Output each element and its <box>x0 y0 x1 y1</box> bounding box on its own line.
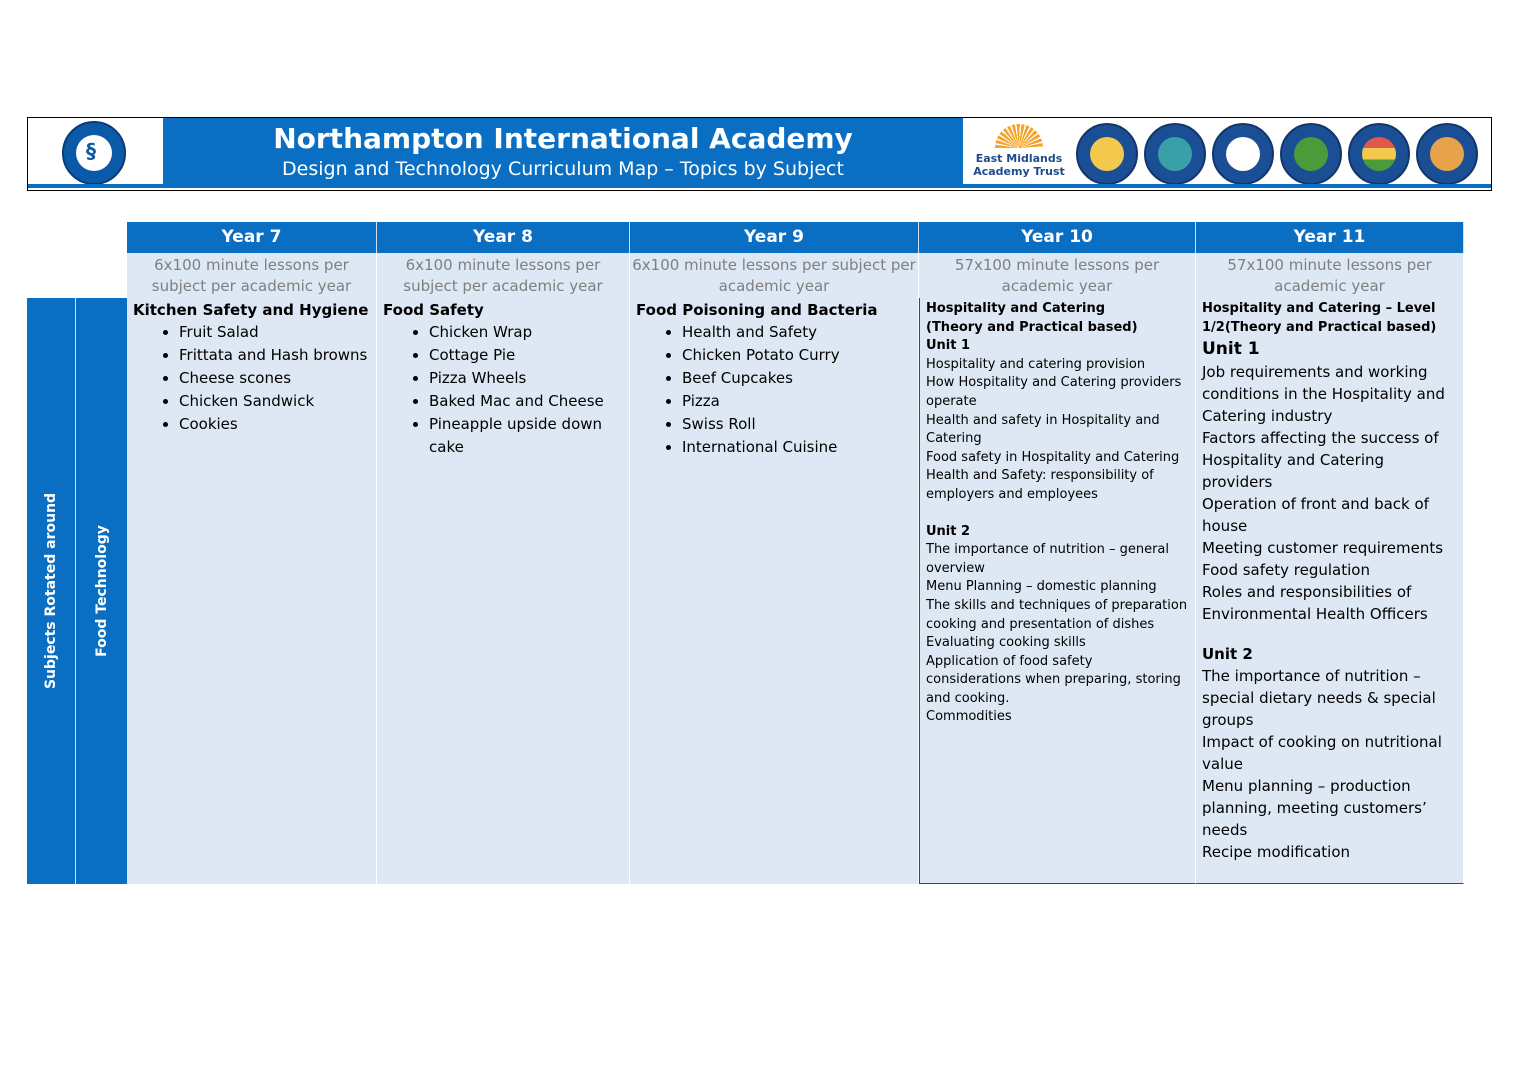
list-item: The importance of nutrition – general overview <box>926 542 1169 576</box>
list-item: Meeting customer requirements <box>1202 539 1444 558</box>
recipe-list <box>383 321 623 459</box>
stimpson-avenue-academy-badge <box>1416 123 1478 185</box>
header-banner <box>27 117 1492 191</box>
academy-logo <box>62 121 126 185</box>
year-header: Year 8 <box>377 222 630 253</box>
list-item: Roles and responsibilities of Environmental Health Officers <box>1202 583 1428 624</box>
sun-icon <box>995 124 1043 148</box>
recipe-list <box>636 321 912 459</box>
column-year-7 <box>127 222 377 884</box>
orchard-academy-badge <box>1280 123 1342 185</box>
column-year-11 <box>1196 222 1464 884</box>
lessons-info: 57x100 minute lessons per academic year <box>1196 253 1464 298</box>
lessons-info: 57x100 minute lessons per academic year <box>919 253 1196 298</box>
list-item: • Baked Mac and Cheese <box>429 390 623 413</box>
course-title: Hospitality and Catering <box>926 301 1106 316</box>
list-item: Health and safety in Hospitality and Catering <box>926 412 1160 447</box>
year-header: Year 10 <box>919 222 1196 253</box>
list-item: Impact of cooking on nutritional value <box>1202 733 1442 774</box>
topic-cell <box>1196 298 1464 884</box>
castle-academy-badge <box>1076 123 1138 185</box>
list-item: Recipe modification <box>1202 843 1351 862</box>
list-item: • Cheese scones <box>179 367 370 390</box>
list-item: The importance of nutrition – special dietary needs & special groups <box>1202 667 1436 730</box>
course-title: Hospitality and Catering – Level 1/2(Theory and Practical based) <box>1202 301 1437 335</box>
recipe-list <box>133 321 370 436</box>
list-item: Hospitality and catering provision <box>926 356 1146 372</box>
unit-heading: Unit 2 <box>1202 645 1253 664</box>
list-item: Food safety in Hospitality and Catering <box>926 449 1180 465</box>
list-item: Commodities <box>926 709 1012 725</box>
lessons-info: 6x100 minute lessons per subject per academic year <box>630 253 919 298</box>
list-item: Health and Safety: responsibility of employers and employees <box>926 468 1154 502</box>
list-item: • Health and Safety <box>682 321 912 344</box>
list-item: Operation of front and back of house <box>1202 495 1429 536</box>
unit-heading: Unit 1 <box>926 338 971 354</box>
list-item: • Pizza <box>682 390 912 413</box>
topic-cell <box>127 298 377 884</box>
list-item: • Frittata and Hash browns <box>179 344 370 367</box>
list-item: • Cookies <box>179 413 370 436</box>
hardingstone-academy-badge <box>1144 123 1206 185</box>
column-year-10 <box>919 222 1196 884</box>
column-year-8 <box>377 222 630 884</box>
topic-title: Food Safety <box>383 301 484 319</box>
unit-heading: Unit 1 <box>1202 339 1260 360</box>
list-item: • Swiss Roll <box>682 413 912 436</box>
list-item: • Fruit Salad <box>179 321 370 344</box>
list-item: How Hospitality and Catering providers operate <box>926 375 1182 409</box>
side-label-food-technology: Food Technology <box>75 298 127 884</box>
side-label-subjects: Subjects Rotated around <box>27 298 75 884</box>
list-item: • Pizza Wheels <box>429 367 623 390</box>
trust-name-line1: East Midlands <box>975 152 1063 165</box>
shepherdswell-academy-badge <box>1348 123 1410 185</box>
course-subtitle: (Theory and Practical based) <box>926 319 1138 335</box>
topic-title: Food Poisoning and Bacteria <box>636 301 878 319</box>
banner-underline <box>28 184 1491 188</box>
list-item: • Chicken Potato Curry <box>682 344 912 367</box>
year-header: Year 9 <box>630 222 919 253</box>
list-item: Menu planning – production planning, meeting customers’ needs <box>1202 777 1427 840</box>
list-item: • Beef Cupcakes <box>682 367 912 390</box>
trust-logo <box>973 124 1065 180</box>
list-item: Menu Planning – domestic planning <box>926 579 1157 595</box>
page-subtitle: Design and Technology Curriculum Map – Topics by Subject <box>282 158 844 180</box>
list-item: The skills and techniques of preparation cooking and presentation of dishes <box>926 597 1188 632</box>
lessons-info: 6x100 minute lessons per subject per academic year <box>377 253 630 298</box>
trust-name-line2: Academy Trust <box>973 165 1065 178</box>
list-item: Food safety regulation <box>1202 561 1370 580</box>
list-item: Job requirements and working conditions in the Hospitality and Catering industry <box>1202 363 1445 426</box>
column-year-9 <box>630 222 919 884</box>
list-item: Evaluating cooking skills <box>926 635 1086 651</box>
list-item: • Chicken Wrap <box>429 321 623 344</box>
dna-icon: § <box>86 139 96 163</box>
list-item: • Pineapple upside down cake <box>429 413 623 459</box>
list-item: • Chicken Sandwick <box>179 390 370 413</box>
list-item: • International Cuisine <box>682 436 912 459</box>
topic-cell <box>919 298 1196 884</box>
lessons-info: 6x100 minute lessons per subject per academic year <box>127 253 377 298</box>
unit-heading: Unit 2 <box>926 523 971 539</box>
topic-title: Kitchen Safety and Hygiene <box>133 301 369 319</box>
northampton-academy-badge <box>1212 123 1274 185</box>
topic-cell <box>630 298 919 884</box>
year-header: Year 7 <box>127 222 377 253</box>
list-item: Application of food safety considerations when preparing, storing and cooking. <box>926 653 1181 706</box>
topic-cell <box>377 298 630 884</box>
page-title: Northampton International Academy <box>273 122 853 155</box>
year-header: Year 11 <box>1196 222 1464 253</box>
list-item: • Cottage Pie <box>429 344 623 367</box>
list-item: Factors affecting the success of Hospitality and Catering providers <box>1202 429 1439 492</box>
